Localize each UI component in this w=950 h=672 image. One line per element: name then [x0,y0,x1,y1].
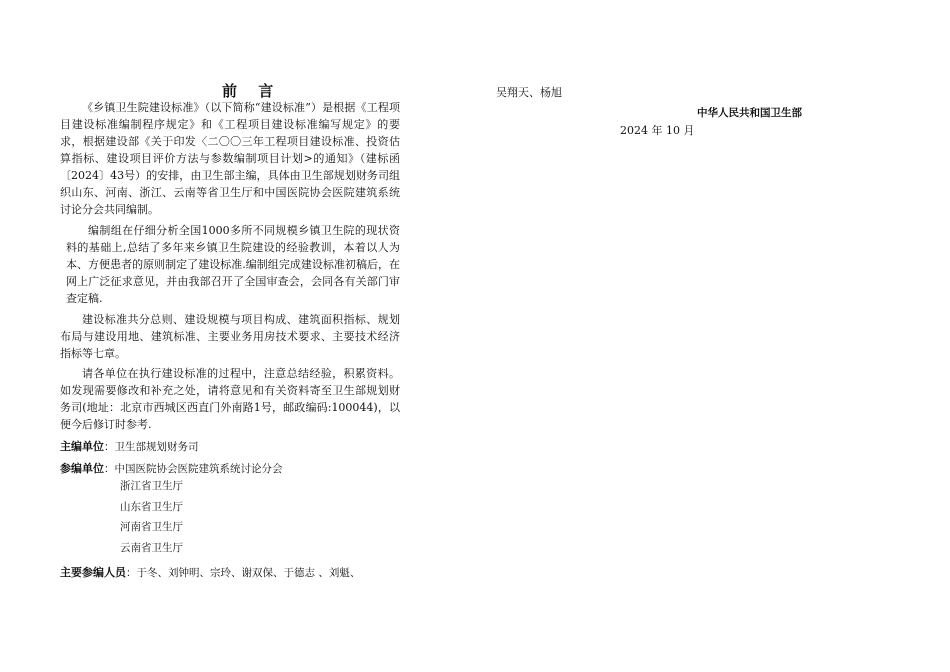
main-contributors-value: ：于冬、刘钟明、宗玲、谢双保、于德志 、刘魁、 [126,567,361,579]
preface-title: 前 言 [222,82,282,100]
main-contributors-label: 主要参编人员 [60,566,126,579]
preface-paragraph-3: 建设标准共分总则、建设规模与项目构成、建筑面积指标、规划布局与建设用地、建筑标准、主要业务用房技术要求、主要技术经济指标等七章。 [60,313,400,360]
participating-unit: 云南省卫生厅 [120,542,183,554]
chief-unit-value: ：卫生部规划财务司 [104,441,199,453]
participating-units-row [60,457,283,476]
preface-paragraph-2: 编制组在仔细分析全国1000多所不同规模乡镇卫生院的现状资料的基础上,总结了多年来乡镇卫生院建设的经验教训，本着以人为本、方便患者的原则制定了建设标准.编制组完成建设标准初稿后，在网上广泛征求意见，并由我部召开了全国审查会，会同各有关部门审查定稿. [66,224,400,305]
participating-unit-first: ：中国医院协会医院建筑系统讨论分会 [104,463,283,475]
preface-paragraph-4: 请各单位在执行建设标准的过程中，注意总结经验，积累资料。如发现需要修改和补充之处，请将意见和有关资料寄至卫生部规划财务司(地址：北京市西城区西直门外南路1号，邮政编码:100044)，以便今后修订时参考. [60,367,400,431]
issuing-organization: 中华人民共和国卫生部 [697,107,802,119]
chief-unit-row [60,435,199,454]
participating-units-label: 参编单位 [60,462,104,475]
participating-unit: 浙江省卫生厅 [120,480,183,492]
participating-unit: 河南省卫生厅 [120,521,183,533]
contributors-continued: 吴翔天、杨旭 [496,86,562,99]
chief-unit-label: 主编单位 [60,440,104,453]
preface-paragraph-1: 《乡镇卫生院建设标准》（以下简称“建设标准”）是根据《工程项目建设标准编制程序规定》和《工程项目建设标准编写规定》的要求，根据建设部《关于印发〈二〇〇三年工程项目建设标准、投资估算指标、建设项目评价方法与参数编制项目计划>的通知》（建标函〔2024〕43号）的安排，由卫生部主编，具体由卫生部规划财务司组织山东、河南、浙江、云南等省卫生厅和中国医院协会医院建筑系统讨论分会共同编制。 [60,101,400,216]
main-contributors-row [60,561,360,580]
issue-date: 2024 年 10 月 [620,124,695,137]
participating-unit: 山东省卫生厅 [120,501,183,513]
